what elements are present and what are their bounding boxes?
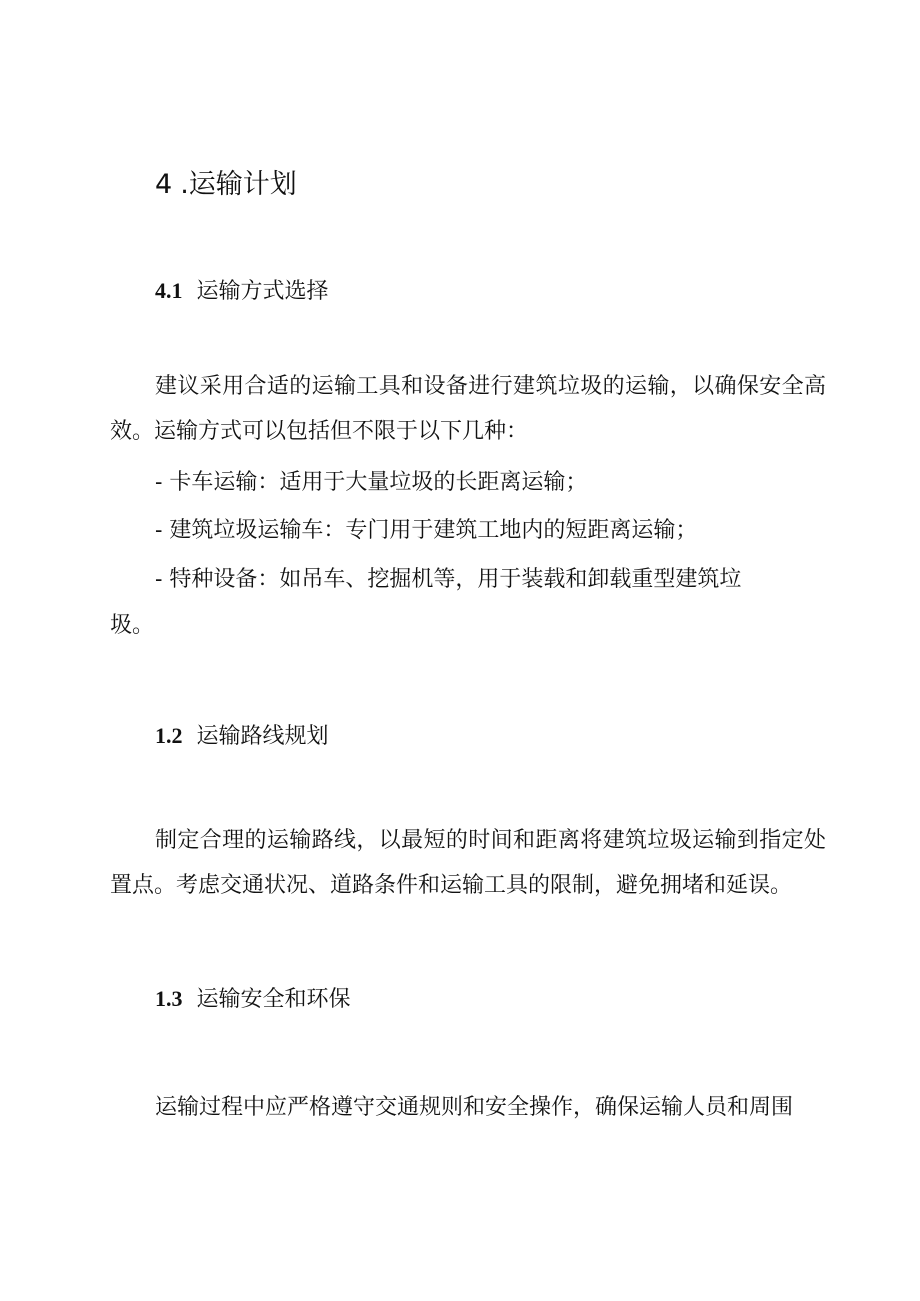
list-item: - 建筑垃圾运输车：专门用于建筑工地内的短距离运输； bbox=[155, 518, 698, 543]
section-heading bbox=[155, 166, 297, 204]
subsection-heading-2 bbox=[155, 720, 329, 753]
paragraph-safety-environment: 运输过程中应严格遵守交通规则和安全操作，确保运输人员和周围 bbox=[155, 1095, 794, 1120]
subsection-heading-3 bbox=[155, 983, 351, 1016]
paragraph-transport-methods: 建议采用合适的运输工具和设备进行建筑垃圾的运输，以确保安全高效。运输方式可以包括但不限于以下几种： bbox=[110, 374, 826, 444]
subsection-title: 运输方式选择 bbox=[196, 279, 329, 304]
list-item: - 特种设备：如吊车、挖掘机等，用于装载和卸载重型建筑垃 bbox=[155, 567, 742, 592]
subsection-heading-1 bbox=[155, 275, 329, 308]
subsection-number: 4.1 bbox=[155, 278, 183, 303]
section-title: .运输计划 bbox=[180, 169, 297, 200]
subsection-number: 1.2 bbox=[155, 723, 183, 748]
subsection-number: 1.3 bbox=[155, 986, 183, 1011]
subsection-title: 运输路线规划 bbox=[196, 724, 329, 749]
list-item: - 卡车运输：适用于大量垃圾的长距离运输； bbox=[155, 470, 588, 495]
paragraph-route-planning: 制定合理的运输路线，以最短的时间和距离将建筑垃圾运输到指定处置点。考虑交通状况、道路条件和运输工具的限制，避免拥堵和延误。 bbox=[110, 828, 826, 898]
subsection-title: 运输安全和环保 bbox=[196, 987, 351, 1012]
section-number: 4 bbox=[155, 169, 173, 200]
list-item-continuation: 圾。 bbox=[110, 613, 155, 638]
